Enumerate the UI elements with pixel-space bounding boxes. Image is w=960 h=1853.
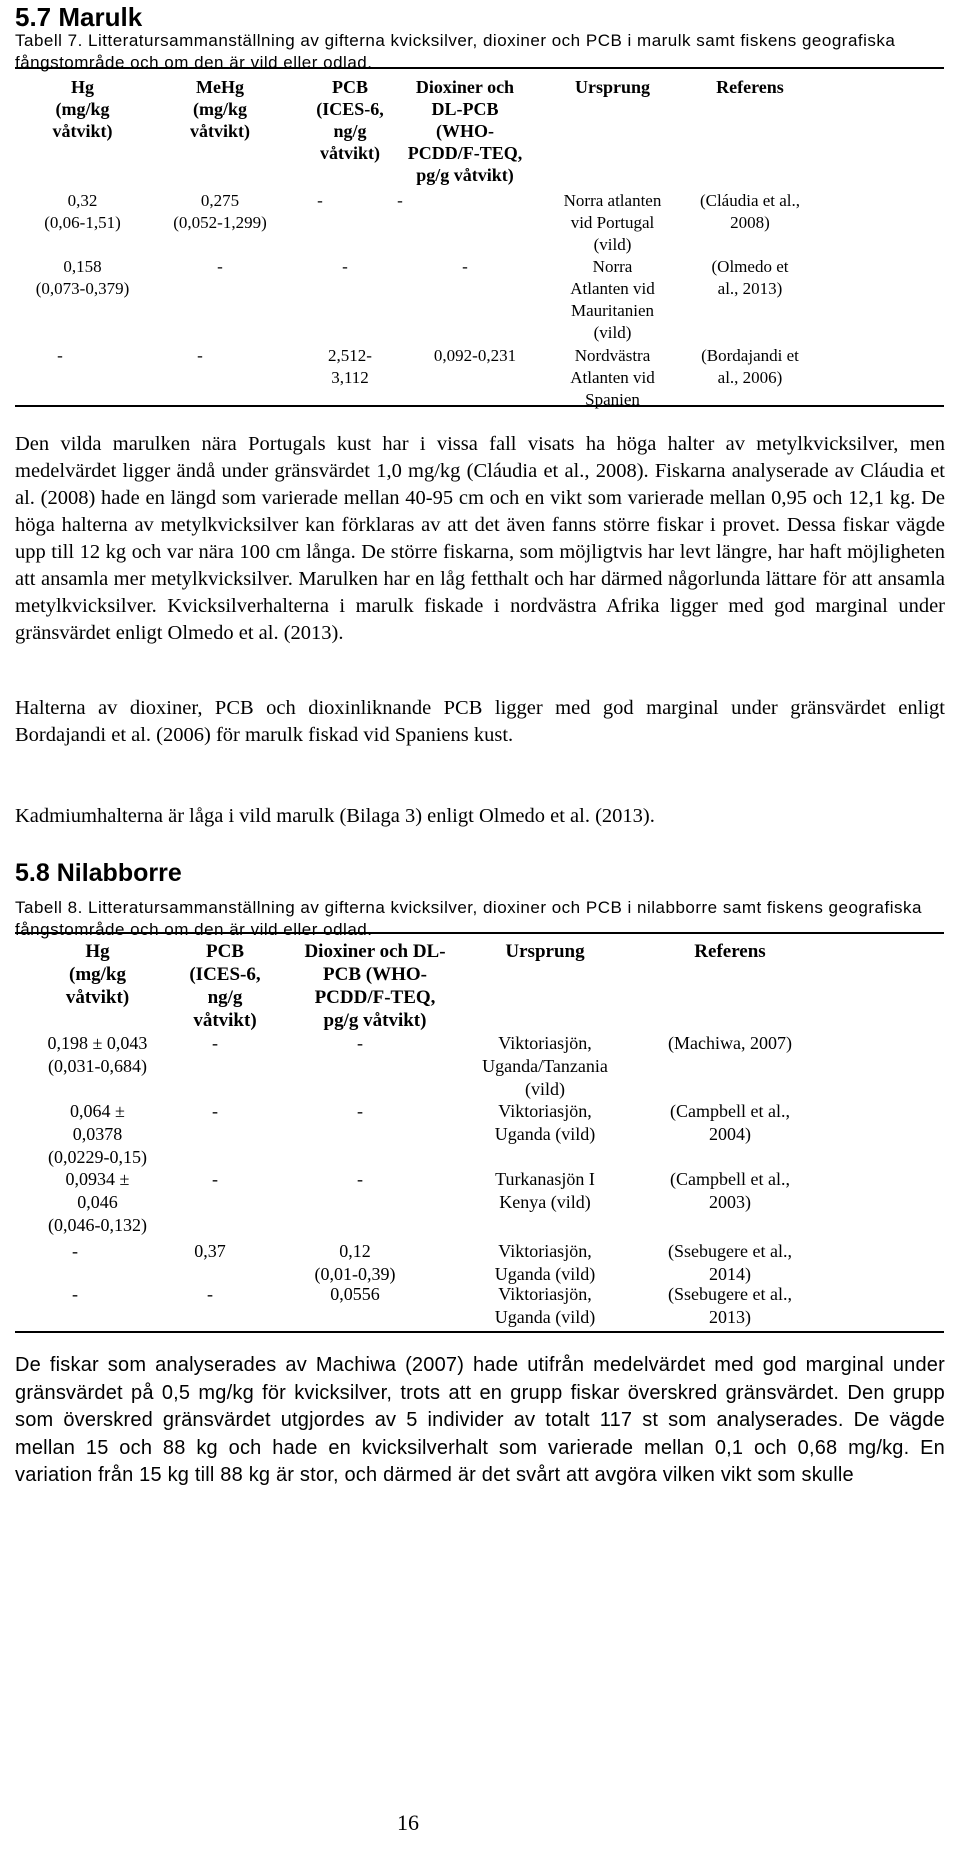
table-8-bottom-rule: [15, 1331, 944, 1333]
table-cell: 2,512- 3,112: [328, 346, 372, 387]
table-8-caption: Tabell 8. Litteratursammanställning av gifterna kvicksilver, dioxiner och PCB i nilabborre samt fiskens geografiska fångstområde och om den är vild eller odlad.: [15, 898, 922, 939]
paragraph-marulk-1: Den vilda marulken nära Portugals kust har i vissa fall visats ha höga halter av metylkvicksilver, men medelvärdet ligger ändå under gränsvärdet 1,0 mg/kg (Cláudia et al., 2008). Fiskarna analyserade av Cláudia et al. (2008) hade en längd som varierade mellan 40-95 cm och en vikt som varierade mellan 0,95 och 12,1 kg. De höga halterna av metylkvicksilver kan förklaras av att det även fanns större fiskar i provet. Dessa fiskar vägde upp till 12 kg och var nära 100 cm långa. De större fiskarna, som möjligtvis har levt längre, har haft möjligheten att ansamla mer metylkvicksilver. Marulken har en låg fetthalt och har därmed någorlunda lättare för att ansamla metylkvicksilver. Kvicksilverhalterna i marulk fiskade i nordvästra Afrika ligger med god marginal under gränsvärdet enligt Olmedo et al. (2013).: [15, 433, 945, 644]
table-cell: 0,37: [194, 1241, 226, 1261]
table-cell: (Ssebugere et al., 2014): [668, 1241, 792, 1284]
table-cell: Norra Atlanten vid Mauritanien (vild): [570, 257, 655, 342]
t7-header-origin: Ursprung: [574, 77, 650, 97]
t8-header-origin: Ursprung: [505, 941, 585, 962]
table-cell: -: [57, 346, 63, 365]
table-cell: 0,0556: [330, 1284, 380, 1304]
section-heading-marulk: 5.7 Marulk: [15, 2, 143, 32]
table-cell: Viktoriasjön, Uganda (vild): [494, 1241, 596, 1284]
table-cell: -: [217, 257, 223, 276]
paragraph-marulk-2: Halterna av dioxiner, PCB och dioxinliknande PCB ligger med god marginal under gränsvärdet enligt Bordajandi et al. (2006) för marulk fiskad vid Spaniens kust.: [15, 697, 945, 746]
t7-header-pcb: PCB (ICES-6, ng/g våtvikt): [316, 77, 384, 163]
table-cell: (Campbell et al., 2003): [670, 1169, 790, 1212]
table-cell: Norra atlanten vid Portugal (vild): [563, 191, 662, 254]
table-cell: Viktoriasjön, Uganda/Tanzania (vild): [482, 1033, 608, 1099]
table-cell: 0,12 (0,01-0,39): [314, 1241, 396, 1284]
t8-header-hg: Hg (mg/kg våtvikt): [65, 941, 130, 1008]
page-number: 16: [397, 1810, 419, 1835]
table-cell: 0,064 ± 0,0378 (0,0229-0,15): [48, 1101, 147, 1167]
table-7-bottom-rule: [15, 405, 944, 407]
table-cell: -: [197, 346, 203, 365]
table-cell: (Machiwa, 2007): [668, 1033, 792, 1053]
table-cell: -: [317, 191, 323, 210]
table-cell: -: [462, 257, 468, 276]
table-cell: -: [212, 1033, 218, 1053]
table-cell: 0,275 (0,052-1,299): [173, 191, 267, 232]
table-cell: -: [72, 1284, 78, 1304]
t7-header-hg: Hg (mg/kg våtvikt): [52, 77, 113, 141]
table-cell: -: [72, 1241, 78, 1261]
table-cell: (Bordajandi et al., 2006): [701, 346, 799, 387]
t8-header-dioxin: Dioxiner och DL- PCB (WHO- PCDD/F-TEQ, pg/g våtvikt): [304, 941, 446, 1031]
table-cell: (Olmedo et al., 2013): [711, 257, 789, 298]
section-heading-nilabborre: 5.8 Nilabborre: [15, 859, 182, 887]
table-cell: Viktoriasjön, Uganda (vild): [494, 1101, 596, 1144]
table-cell: -: [357, 1101, 363, 1121]
table-8-top-rule: [15, 932, 944, 934]
table-cell: (Ssebugere et al., 2013): [668, 1284, 792, 1327]
table-cell: 0,0934 ± 0,046 (0,046-0,132): [48, 1169, 147, 1235]
table-cell: 0,092-0,231: [433, 346, 517, 365]
t8-header-reference: Referens: [694, 941, 766, 962]
paragraph-marulk-3: Kadmiumhalterna är låga i vild marulk (Bilaga 3) enligt Olmedo et al. (2013).: [15, 805, 655, 827]
t7-header-mehg: MeHg (mg/kg våtvikt): [190, 77, 250, 141]
table-cell: -: [212, 1169, 218, 1189]
table-cell: 0,198 ± 0,043 (0,031-0,684): [47, 1033, 148, 1076]
table-cell: 0,158 (0,073-0,379): [35, 257, 130, 298]
table-7-caption: Tabell 7. Litteratursammanställning av gifterna kvicksilver, dioxiner och PCB i marulk samt fiskens geografiska fångstområde och om den är vild eller odlad.: [15, 31, 896, 72]
t7-header-dioxin: Dioxiner och DL-PCB (WHO- PCDD/F-TEQ, pg/g våtvikt): [407, 77, 523, 185]
table-cell: Nordvästra Atlanten vid Spanien: [570, 346, 655, 409]
table-cell: -: [357, 1033, 363, 1053]
table-cell: Viktoriasjön, Uganda (vild): [494, 1284, 596, 1327]
table-cell: (Cláudia et al., 2008): [699, 191, 801, 232]
table-cell: -: [357, 1169, 363, 1189]
table-cell: -: [207, 1284, 213, 1304]
table-cell: -: [212, 1101, 218, 1121]
table-cell: Turkanasjön I Kenya (vild): [495, 1169, 595, 1212]
table-7-top-rule: [15, 67, 944, 69]
t8-header-pcb: PCB (ICES-6, ng/g våtvikt): [189, 941, 261, 1031]
paragraph-nilabborre-1: De fiskar som analyserades av Machiwa (2007) hade utifrån medelvärdet med god marginal under gränsvärdet på 0,5 mg/kg för kvicksilver, trots att en grupp fiskar överskred gränsvärdet. Den grupp som överskred gränsvärdet utgjordes av 5 individer av totalt 117 st som analyserades. De vägde mellan 15 och 88 kg och hade en kvicksilverhalt som varierade mellan 0,1 och 0,68 mg/kg. En variation från 15 kg till 88 kg är stor, och därmed är det svårt att avgöra vilken vikt som skulle: [15, 1354, 945, 1487]
table-cell: 0,32 (0,06-1,51): [44, 191, 121, 232]
table-cell: -: [397, 191, 403, 210]
table-cell: (Campbell et al., 2004): [670, 1101, 790, 1144]
t7-header-reference: Referens: [716, 77, 784, 97]
table-cell: -: [342, 257, 348, 276]
